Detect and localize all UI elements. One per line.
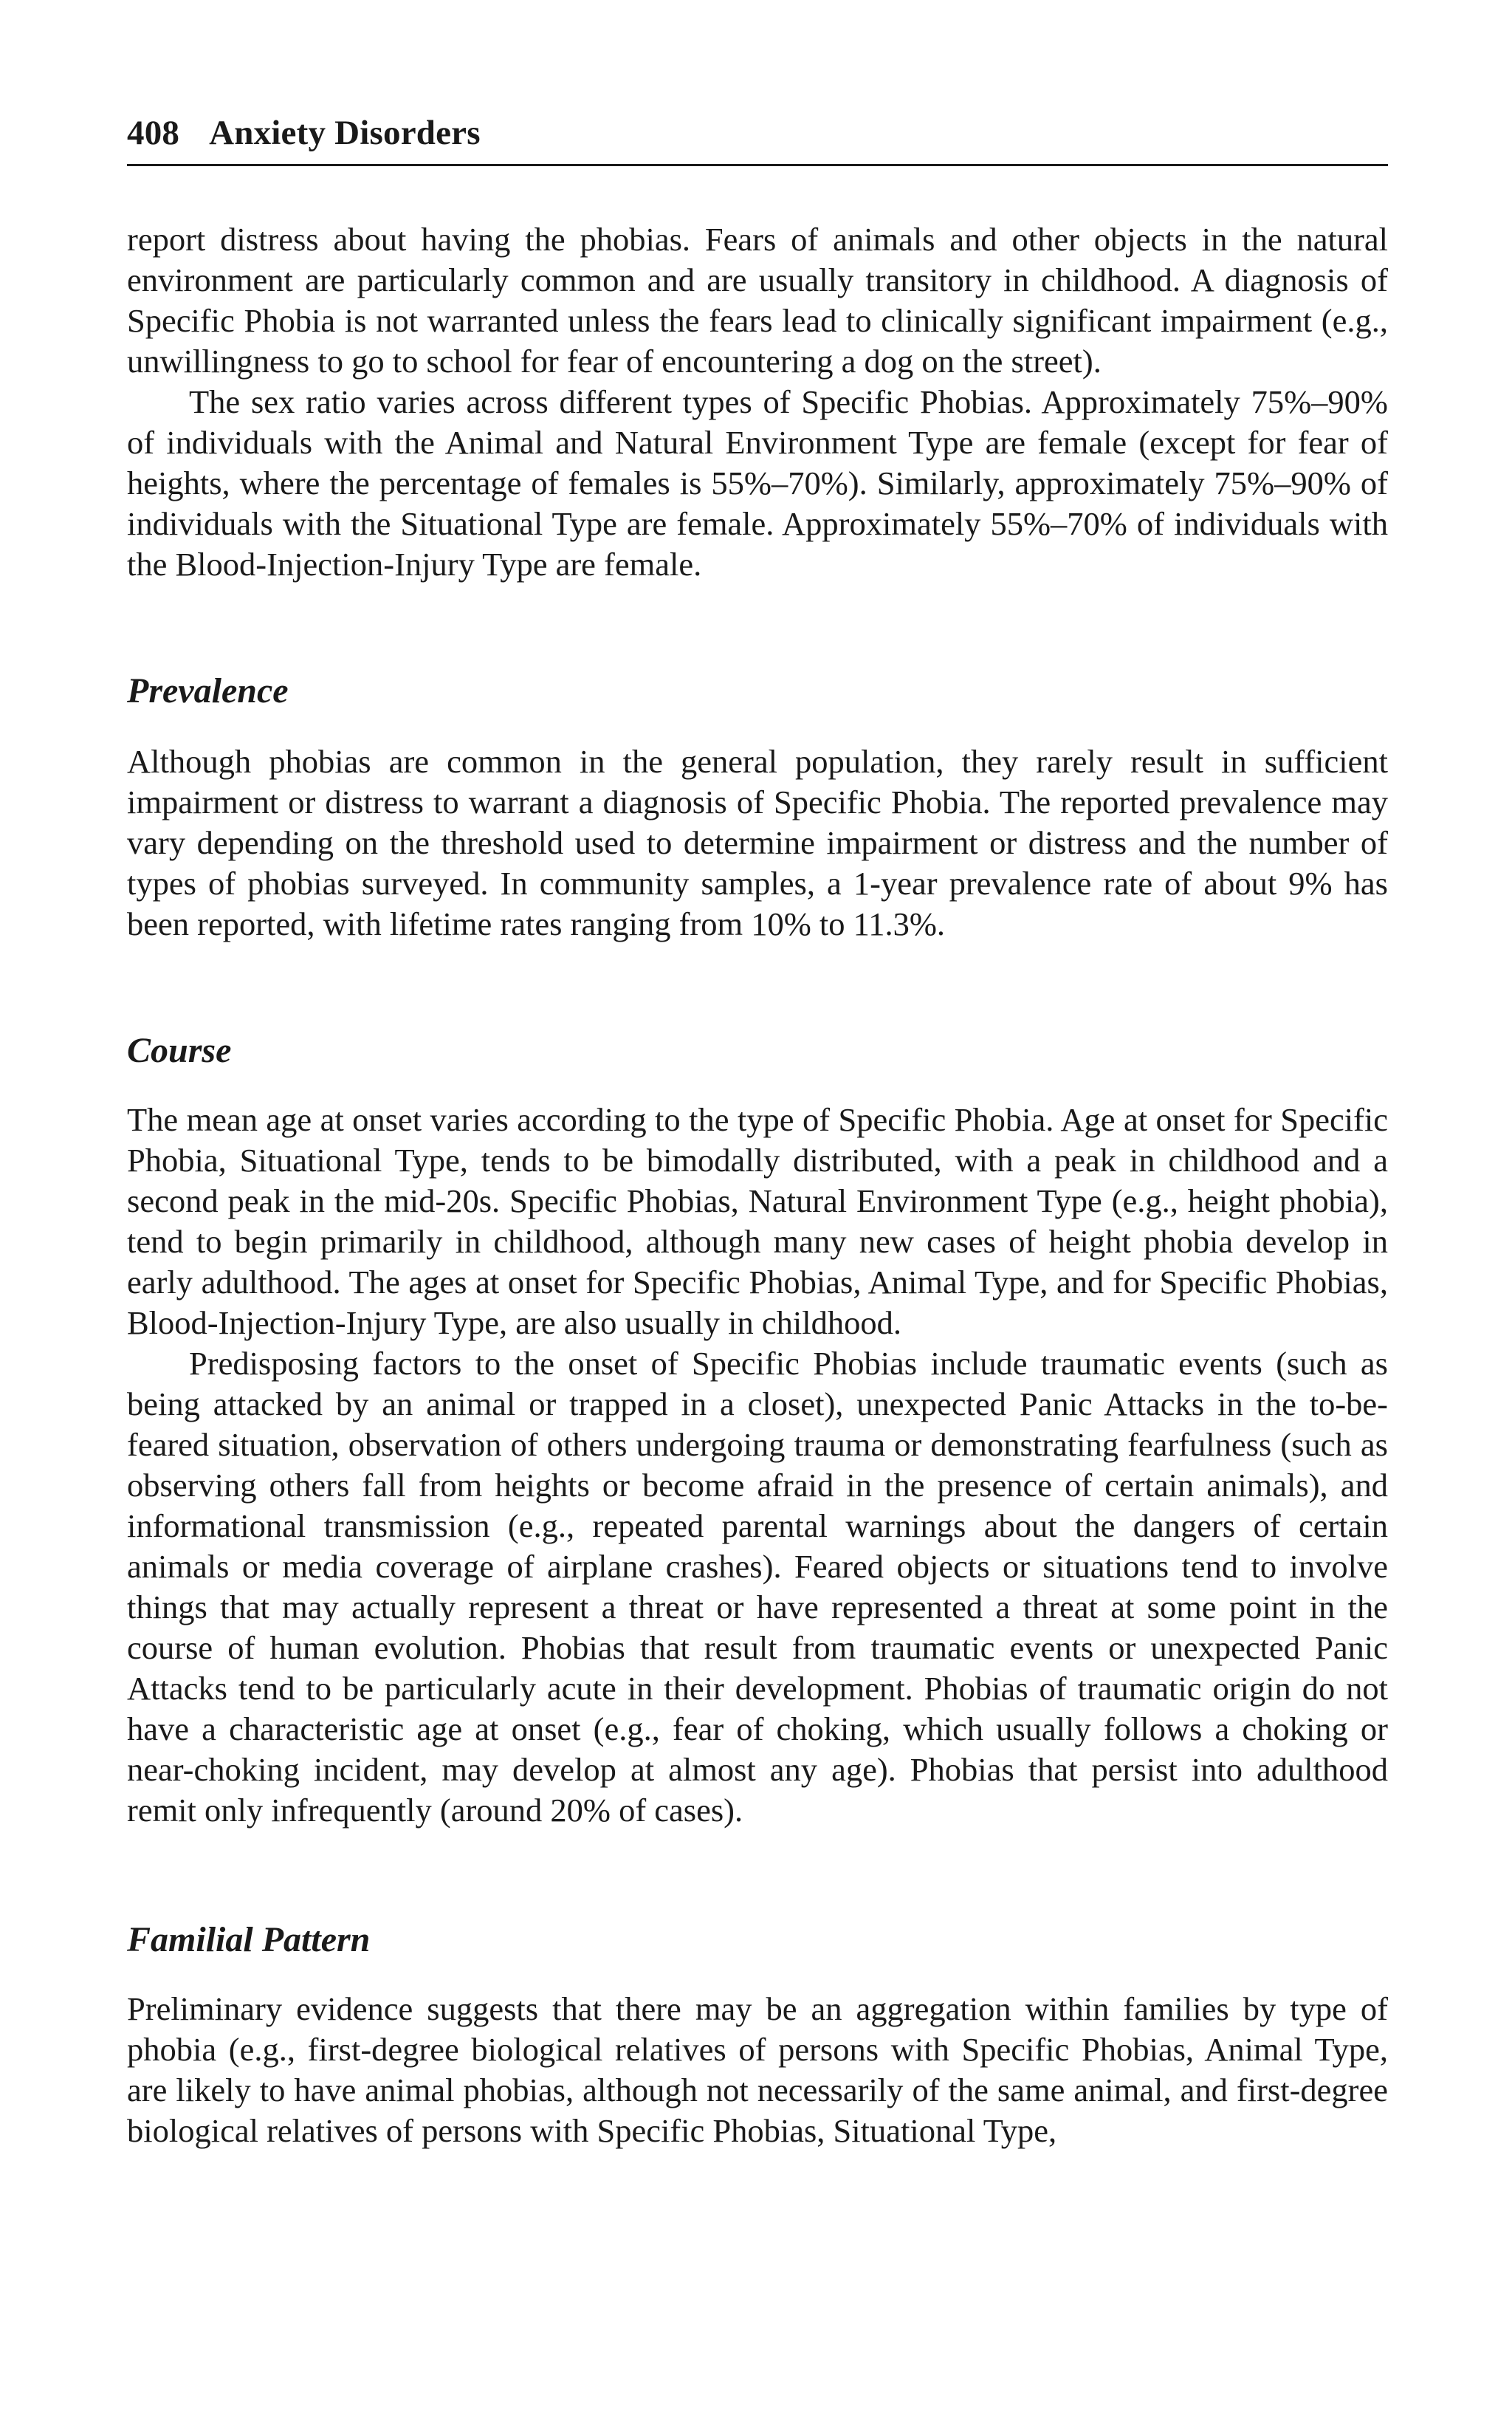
course-paragraph-1: The mean age at onset varies according to the type of Specific Phobia. Age at onset for Specific Phobia, Situational Type, tends to be bimodally distributed, with a peak in childhood and a second peak in the mid-20s. Specific Phobias, Natural Environment Type (e.g., height phobia), tend to begin primarily in childhood, although many new cases of height phobia develop in early adulthood. The ages at onset for Specific Phobias, Animal Type, and for Specific Phobias, Blood-Injection-Injury Type, are also usually in childhood.: [127, 1101, 1388, 1341]
familial-pattern-heading: Familial Pattern: [127, 1920, 371, 1959]
running-title: Anxiety Disorders: [209, 114, 481, 152]
course-heading: Course: [127, 1031, 232, 1070]
page-number: 408: [127, 114, 180, 152]
course-paragraph-2: Predisposing factors to the onset of Specific Phobias include traumatic events (such as being attacked by an animal or trapped in a closet), unexpected Panic Attacks in the to-be-feared situation, observation of others undergoing trauma or demonstrating fearfulness (such as observing others fall from heights or become afraid in the presence of certain animals), and informational transmission (e.g., repeated parental warnings about the dangers of certain animals or media coverage of airplane crashes). Feared objects or situations tend to involve things that may actually represent a threat or have represented a threat at some point in the course of human evolution. Phobias that result from traumatic events or unexpected Panic Attacks tend to be particularly acute in their development. Phobias of traumatic origin do not have a characteristic age at onset (e.g., fear of choking, which usually follows a choking or near-choking incident, may develop at almost any age). Phobias that persist into adulthood remit only infrequently (around 20% of cases).: [127, 1345, 1388, 1829]
prevalence-heading: Prevalence: [127, 671, 289, 710]
prevalence-paragraph-1: Although phobias are common in the general population, they rarely result in sufficient impairment or distress to warrant a diagnosis of Specific Phobia. The reported prevalence may vary depending on the threshold used to determine impairment or distress and the number of types of phobias surveyed. In community samples, a 1-year prevalence rate of about 9% has been reported, with lifetime rates ranging from 10% to 11.3%.: [127, 743, 1388, 942]
intro-paragraph-2: The sex ratio varies across different types of Specific Phobias. Approximately 75%–90% of individuals with the Animal and Natural Environment Type are female (except for fear of heights, where the percentage of females is 55%–70%). Similarly, approximately 75%–90% of individuals with the Situational Type are female. Approximately 55%–70% of individuals with the Blood-Injection-Injury Type are female.: [127, 383, 1388, 583]
familial-pattern-paragraph-1: Preliminary evidence suggests that there may be an aggregation within families by type of phobia (e.g., first-degree biological relatives of persons with Specific Phobias, Animal Type, are likely to have animal phobias, although not necessarily of the same animal, and first-degree biological relatives of persons with Specific Phobias, Situational Type,: [127, 1990, 1388, 2149]
intro-paragraph-1: report distress about having the phobias. Fears of animals and other objects in the natural environment are particularly common and are usually transitory in childhood. A diagnosis of Specific Phobia is not warranted unless the fears lead to clinically significant impairment (e.g., unwillingness to go to school for fear of encountering a dog on the street).: [127, 221, 1388, 380]
running-head: [127, 111, 1388, 155]
page-body: [127, 219, 1388, 2151]
book-page: [127, 111, 1388, 2151]
header-rule: [127, 164, 1388, 166]
